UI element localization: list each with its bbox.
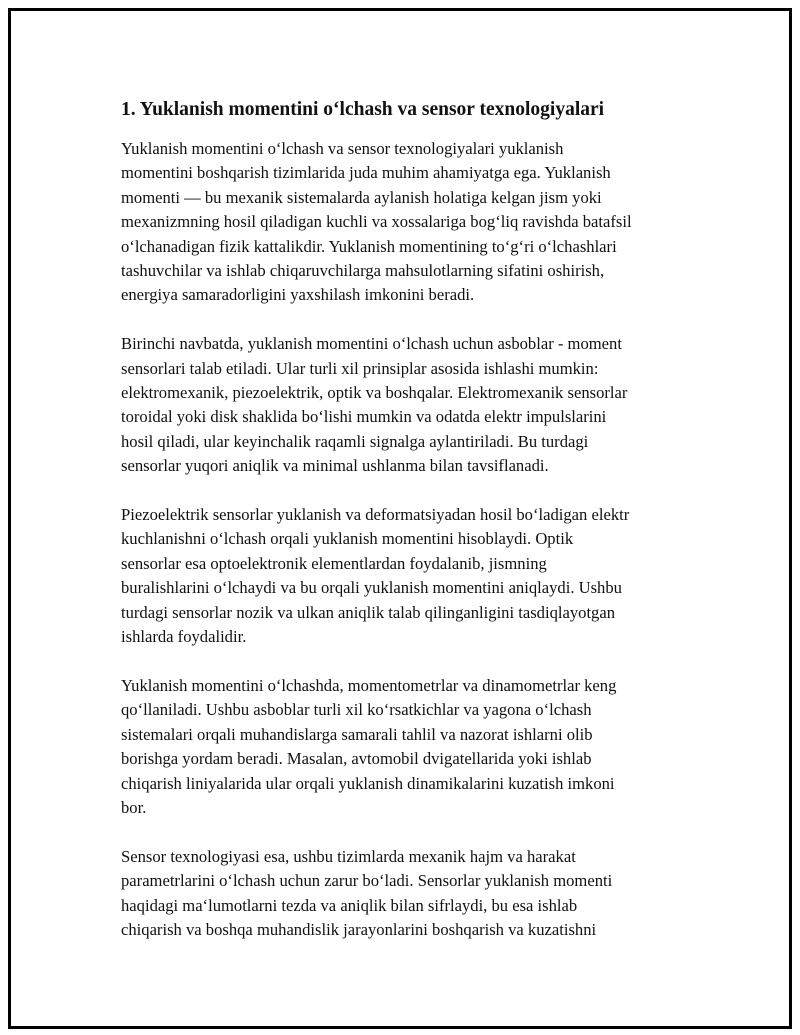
text-line: o‘lchanadigan fizik kattalikdir. Yuklanish momentining to‘g‘ri o‘lchashlari bbox=[121, 236, 617, 256]
text-line: kuchlanishni o‘lchash orqali yuklanish momentini hisoblaydi. Optik bbox=[121, 529, 574, 549]
text-line: Yuklanish momentini o‘lchashda, momentometrlar va dinamometrlar keng bbox=[121, 675, 617, 695]
text-line: chiqarish va boshqa muhandislik jarayonlarini boshqarish va kuzatishni bbox=[121, 919, 597, 939]
text-line: sensorlar esa optoelektronik elementlardan foydalanib, jismning bbox=[121, 553, 547, 573]
text-line: toroidal yoki disk shaklida bo‘lishi mumkin va odatda elektr impulslarini bbox=[121, 407, 607, 427]
text-line: tashuvchilar va ishlab chiqaruvchilarga mahsulotlarning sifatini oshirish, bbox=[121, 261, 605, 281]
page-frame bbox=[8, 8, 792, 1029]
text-line: energiya samaradorligini yaxshilash imkonini beradi. bbox=[121, 285, 475, 305]
text-line: parametrlarini o‘lchash uchun zarur bo‘ladi. Sensorlar yuklanish momenti bbox=[121, 871, 613, 891]
text-line: sistemalari orqali muhandislarga samarali tahlil va nazorat ishlarni olib bbox=[121, 724, 593, 744]
text-line: turdagi sensorlar nozik va ulkan aniqlik talab qilinganligini tasdiqlayotgan bbox=[121, 602, 616, 622]
text-line: sensorlari talab etiladi. Ular turli xil prinsiplar asosida ishlashi mumkin: bbox=[121, 358, 599, 378]
paragraph-3 bbox=[121, 503, 711, 649]
paragraph-4 bbox=[121, 674, 711, 820]
text-line: haqidagi ma‘lumotlarni tezda va aniqlik bilan sifrlaydi, bu esa ishlab bbox=[121, 895, 578, 915]
text-line: bor. bbox=[121, 797, 147, 817]
document-body bbox=[121, 97, 711, 967]
text-line: momenti — bu mexanik sistemalarda aylanish holatiga kelgan jism yoki bbox=[121, 187, 602, 207]
text-line: ishlarda foydalidir. bbox=[121, 627, 247, 647]
text-line: chiqarish liniyalarida ular orqali yuklanish dinamikalarini kuzatish imkoni bbox=[121, 773, 615, 793]
text-line: Sensor texnologiyasi esa, ushbu tizimlarda mexanik hajm va harakat bbox=[121, 846, 576, 866]
text-line: borishga yordam beradi. Masalan, avtomobil dvigatellarida yoki ishlab bbox=[121, 749, 592, 769]
paragraph-5 bbox=[121, 845, 711, 943]
text-line: hosil qiladi, ular keyinchalik raqamli signalga aylantiriladi. Bu turdagi bbox=[121, 431, 589, 451]
text-line: buralishlarini o‘lchaydi va bu orqali yuklanish momentini aniqlaydi. Ushbu bbox=[121, 578, 622, 598]
paragraph-2 bbox=[121, 332, 711, 478]
section-title: 1. Yuklanish momentini o‘lchash va sensor texnologiyalari bbox=[121, 99, 605, 120]
text-line: sensorlar yuqori aniqlik va minimal ushlanma bilan tavsiflanadi. bbox=[121, 456, 549, 476]
text-line: Yuklanish momentini o‘lchash va sensor texnologiyalari yuklanish bbox=[121, 139, 564, 158]
text-line: Piezoelektrik sensorlar yuklanish va deformatsiyadan hosil bo‘ladigan elektr bbox=[121, 505, 630, 525]
paragraph-1 bbox=[121, 137, 711, 308]
text-line: Birinchi navbatda, yuklanish momentini o‘lchash uchun asboblar - moment bbox=[121, 334, 622, 354]
text-line: momentini boshqarish tizimlarida juda muhim ahamiyatga ega. Yuklanish bbox=[121, 163, 611, 183]
text-line: elektromexanik, piezoelektrik, optik va boshqalar. Elektromexanik sensorlar bbox=[121, 383, 628, 403]
text-line: mexanizmning hosil qiladigan kuchli va xossalariga bog‘liq ravishda batafsil bbox=[121, 212, 632, 232]
text-line: qo‘llaniladi. Ushbu asboblar turli xil ko‘rsatkichlar va yagona o‘lchash bbox=[121, 700, 592, 720]
